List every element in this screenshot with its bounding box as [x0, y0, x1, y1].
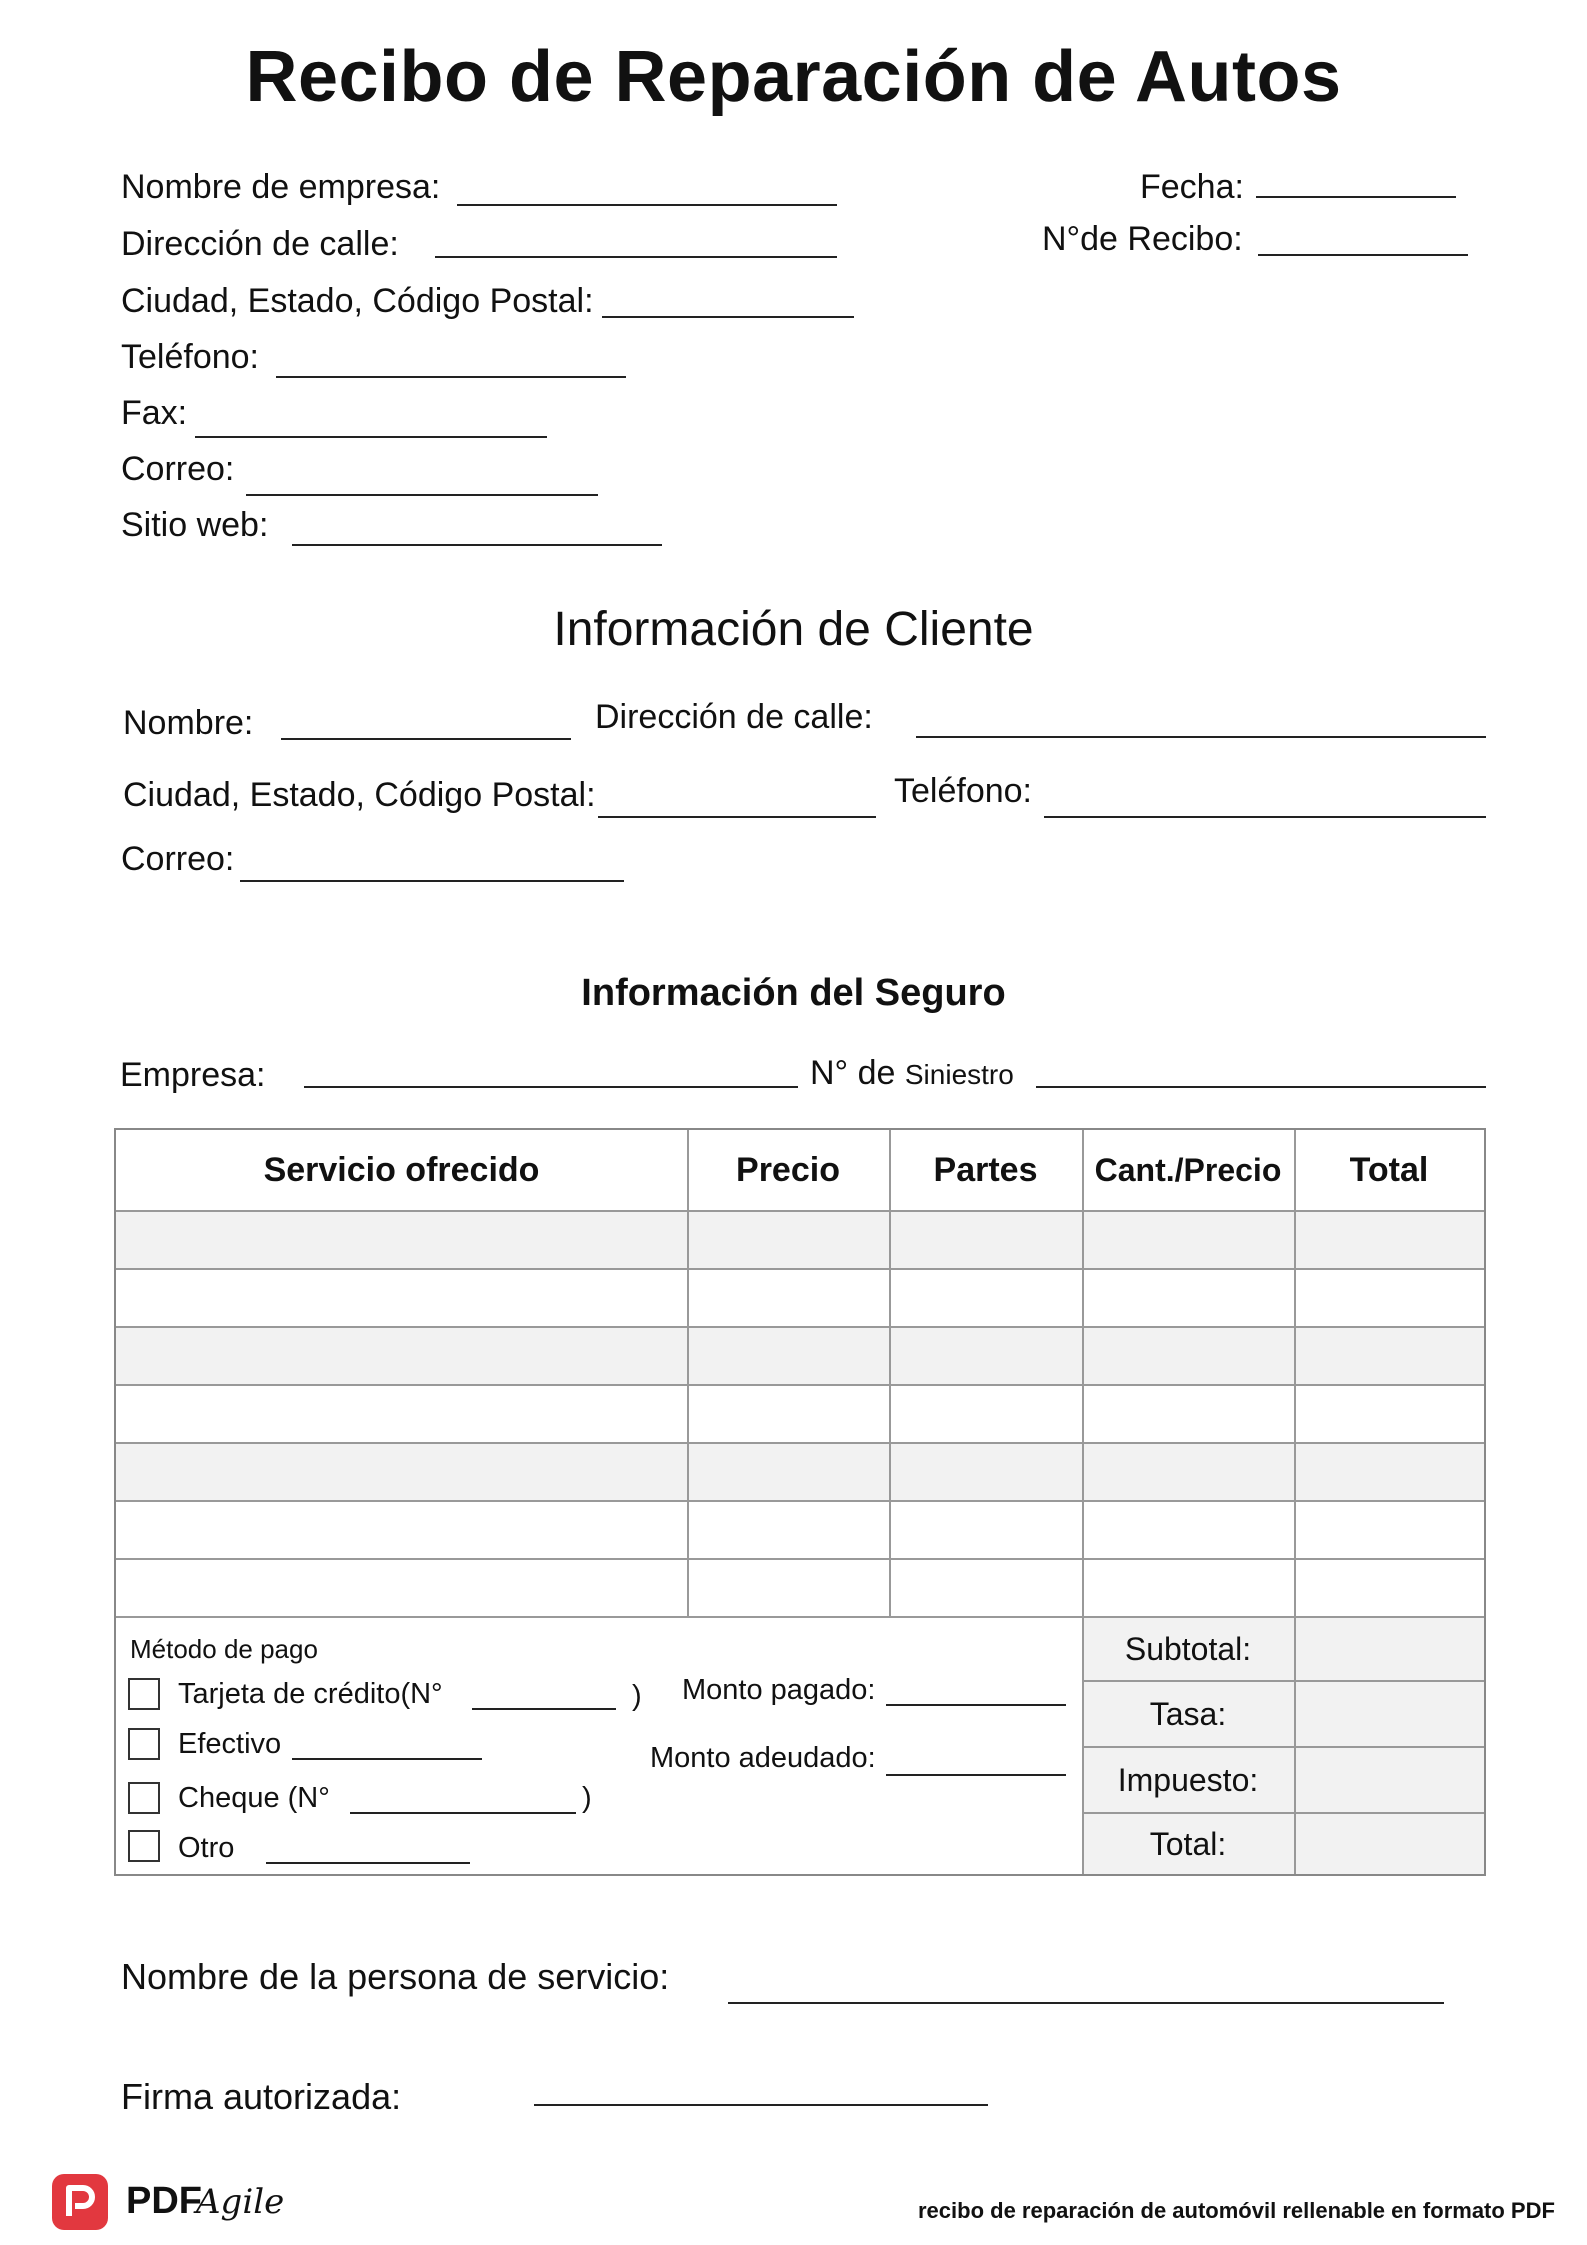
insurance-company-label: Empresa:	[120, 1056, 266, 1094]
client-email-label: Correo:	[121, 840, 235, 878]
company-fax-label: Fax:	[121, 394, 188, 432]
date-field[interactable]	[1256, 196, 1456, 198]
company-name-label: Nombre de empresa:	[121, 168, 441, 206]
pdf-agile-logo-icon	[52, 2174, 108, 2230]
cash-field[interactable]	[292, 1758, 482, 1760]
client-city-field[interactable]	[598, 816, 876, 818]
service-person-field[interactable]	[728, 2002, 1444, 2004]
check-checkbox[interactable]	[128, 1782, 160, 1814]
amount-paid-field[interactable]	[886, 1704, 1066, 1706]
client-city-label: Ciudad, Estado, Código Postal:	[123, 776, 596, 814]
receipt-number-label: N°de Recibo:	[1042, 220, 1243, 258]
other-checkbox[interactable]	[128, 1830, 160, 1862]
rate-label: Tasa:	[1149, 1695, 1227, 1732]
company-city-field[interactable]	[602, 316, 854, 318]
header-price: Precio	[736, 1150, 840, 1189]
header-service: Servicio ofrecido	[263, 1150, 540, 1189]
client-street-field[interactable]	[916, 736, 1486, 738]
cash-label: Efectivo	[178, 1728, 282, 1760]
insurance-company-field[interactable]	[304, 1086, 798, 1088]
client-street-label: Dirección de calle:	[595, 698, 873, 736]
company-street-label: Dirección de calle:	[121, 225, 399, 263]
credit-card-number-field[interactable]	[472, 1708, 616, 1710]
row-shade	[116, 1326, 1484, 1384]
table-column	[687, 1130, 689, 1616]
company-website-label: Sitio web:	[121, 506, 269, 544]
footer-caption: recibo de reparación de automóvil rellenable en formato PDF	[918, 2198, 1555, 2223]
credit-card-checkbox[interactable]	[128, 1678, 160, 1710]
credit-card-close: )	[632, 1680, 642, 1712]
table-row	[116, 1558, 1484, 1560]
company-fax-field[interactable]	[195, 436, 547, 438]
company-website-field[interactable]	[292, 544, 662, 546]
amount-due-label: Monto adeudado:	[650, 1742, 876, 1774]
client-name-label: Nombre:	[123, 704, 254, 742]
subtotal-label: Subtotal:	[1124, 1630, 1252, 1667]
check-label: Cheque (N°	[178, 1782, 330, 1814]
company-email-field[interactable]	[246, 494, 598, 496]
table-column	[1294, 1130, 1296, 1874]
service-person-label: Nombre de la persona de servicio:	[121, 1956, 670, 1997]
client-name-field[interactable]	[281, 738, 571, 740]
claim-label-prefix: N° de	[810, 1054, 896, 1092]
header-parts: Partes	[933, 1150, 1038, 1189]
authorized-signature-label: Firma autorizada:	[121, 2076, 402, 2117]
company-phone-field[interactable]	[276, 376, 626, 378]
amount-paid-label: Monto pagado:	[682, 1674, 876, 1706]
brand-agile: Agile	[196, 2182, 285, 2222]
claim-label-suffix: Siniestro	[904, 1059, 1014, 1090]
authorized-signature-field[interactable]	[534, 2104, 988, 2106]
receipt-number-field[interactable]	[1258, 254, 1468, 256]
client-email-field[interactable]	[240, 880, 624, 882]
table-row	[116, 1500, 1484, 1502]
client-info-heading: Información de Cliente	[553, 603, 1034, 656]
client-phone-label: Teléfono:	[894, 772, 1032, 810]
other-label: Otro	[178, 1832, 235, 1864]
company-name-field[interactable]	[457, 204, 837, 206]
header-total: Total	[1349, 1150, 1429, 1189]
claim-number-field[interactable]	[1036, 1086, 1486, 1088]
company-phone-label: Teléfono:	[121, 338, 259, 376]
check-number-field[interactable]	[350, 1812, 576, 1814]
cash-checkbox[interactable]	[128, 1728, 160, 1760]
document-title: Recibo de Reparación de Autos	[245, 37, 1342, 117]
date-label: Fecha:	[1140, 168, 1244, 206]
row-shade	[116, 1210, 1484, 1268]
company-street-field[interactable]	[435, 256, 837, 258]
table-column	[889, 1130, 891, 1616]
services-table	[114, 1128, 1486, 1876]
header-qty-price: Cant./Precio	[1094, 1151, 1282, 1188]
company-email-label: Correo:	[121, 450, 235, 488]
insurance-heading: Información del Seguro	[581, 972, 1006, 1014]
table-row	[116, 1210, 1484, 1212]
payment-method-label: Método de pago	[130, 1634, 318, 1664]
client-phone-field[interactable]	[1044, 816, 1486, 818]
brand-pdf: PDF	[126, 2180, 202, 2222]
check-close: )	[582, 1782, 592, 1814]
table-row	[116, 1384, 1484, 1386]
total-label: Total:	[1149, 1825, 1227, 1862]
credit-card-label: Tarjeta de crédito(N°	[178, 1678, 443, 1710]
other-field[interactable]	[266, 1862, 470, 1864]
claim-number-label	[810, 1054, 1014, 1093]
amount-due-field[interactable]	[886, 1774, 1066, 1776]
table-row	[116, 1268, 1484, 1270]
table-row	[116, 1326, 1484, 1328]
row-shade	[116, 1442, 1484, 1500]
table-row	[116, 1442, 1484, 1444]
tax-label: Impuesto:	[1117, 1761, 1259, 1798]
company-city-label: Ciudad, Estado, Código Postal:	[121, 282, 594, 320]
